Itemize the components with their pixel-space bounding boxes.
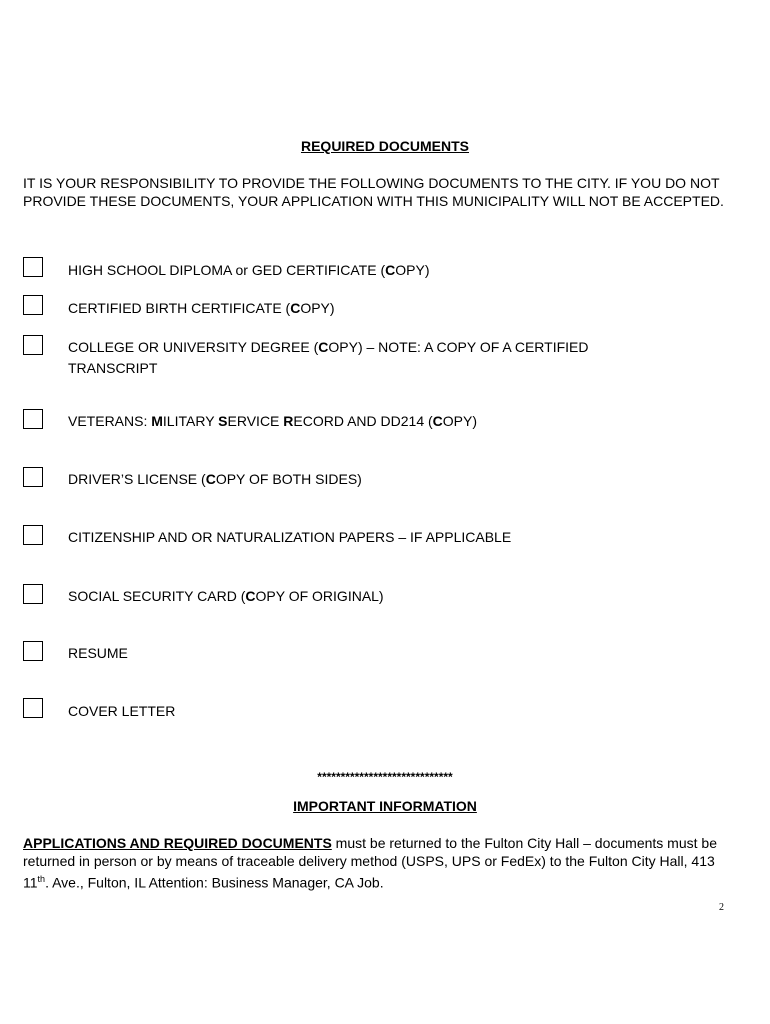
checkbox-college-degree[interactable]	[23, 335, 43, 355]
item-text: COLLEGE OR UNIVERSITY DEGREE (	[68, 339, 319, 355]
item-text: OPY OF ORIGINAL)	[255, 588, 384, 604]
separator: *****************************	[317, 770, 453, 784]
item-text: OPY OF BOTH SIDES)	[215, 471, 362, 487]
item-text: ILITARY	[162, 413, 219, 429]
intro-paragraph: IT IS YOUR RESPONSIBILITY TO PROVIDE THE FOLLOWING DOCUMENTS TO THE CITY. IF YOU DO NOT PROVIDE THESE DOCUMENTS, YOUR APPLICATION WITH THIS MUNICIPALITY WILL NOT BE ACCEPTED.	[23, 175, 724, 209]
important-lead: APPLICATIONS AND REQUIRED DOCUMENTS	[23, 835, 332, 851]
checkbox-citizenship-papers[interactable]	[23, 525, 43, 545]
checkbox-birth-certificate[interactable]	[23, 295, 43, 315]
important-text-end: . Ave., Fulton, IL Attention: Business Manager, CA Job.	[45, 874, 384, 891]
item-college-degree	[68, 337, 668, 379]
item-veterans-record	[68, 411, 708, 432]
item-bold: M	[151, 413, 163, 429]
important-paragraph	[23, 834, 723, 892]
checkbox-cover-letter[interactable]	[23, 698, 43, 718]
item-birth-certificate	[68, 298, 708, 319]
ordinal-suffix: th	[37, 874, 46, 884]
item-text: OPY)	[300, 300, 335, 316]
item-text: COVER LETTER	[68, 703, 176, 719]
item-social-security-card	[68, 586, 708, 607]
item-citizenship-papers	[68, 527, 708, 548]
item-text: HIGH SCHOOL DIPLOMA or GED CERTIFICATE (	[68, 262, 386, 278]
item-text: OPY)	[442, 413, 478, 429]
item-bold: C	[290, 300, 301, 316]
checkbox-resume[interactable]	[23, 641, 43, 661]
important-title: IMPORTANT INFORMATION	[293, 798, 477, 814]
item-bold: C	[205, 471, 216, 487]
item-bold: S	[218, 413, 228, 429]
item-bold: C	[385, 262, 396, 278]
item-text: ERVICE	[227, 413, 284, 429]
item-drivers-license	[68, 469, 708, 490]
item-bold: C	[318, 339, 329, 355]
item-bold: R	[283, 413, 294, 429]
item-text: CITIZENSHIP AND OR NATURALIZATION PAPERS – IF APPLICABLE	[68, 529, 512, 545]
checkbox-high-school-diploma[interactable]	[23, 257, 43, 277]
item-text: DRIVER’S LICENSE (	[68, 471, 206, 487]
item-text: OPY)	[395, 262, 430, 278]
item-cover-letter	[68, 701, 708, 722]
item-text: OPY) – NOTE: A COPY OF A CERTIFIED TRANSCRIPT	[68, 339, 589, 376]
item-text: ECORD AND DD214 (	[293, 413, 433, 429]
item-bold: C	[432, 413, 443, 429]
item-bold: C	[245, 588, 256, 604]
important-text: must be returned to the Fulton City Hall – documents must be returned in person or by means of traceable delivery method (USPS, UPS or FedEx) to the Fulton City Hall, 413 11	[23, 835, 717, 891]
checkbox-social-security-card[interactable]	[23, 584, 43, 604]
page-title: REQUIRED DOCUMENTS	[300, 138, 469, 154]
item-resume	[68, 643, 708, 664]
item-text: VETERANS:	[68, 413, 152, 429]
item-text: SOCIAL SECURITY CARD (	[68, 588, 246, 604]
item-text: RESUME	[68, 645, 128, 661]
checkbox-veterans-record[interactable]	[23, 409, 43, 429]
checkbox-drivers-license[interactable]	[23, 467, 43, 487]
item-text: CERTIFIED BIRTH CERTIFICATE (	[68, 300, 291, 316]
page-number: 2	[719, 902, 724, 913]
item-high-school-diploma	[68, 260, 708, 281]
